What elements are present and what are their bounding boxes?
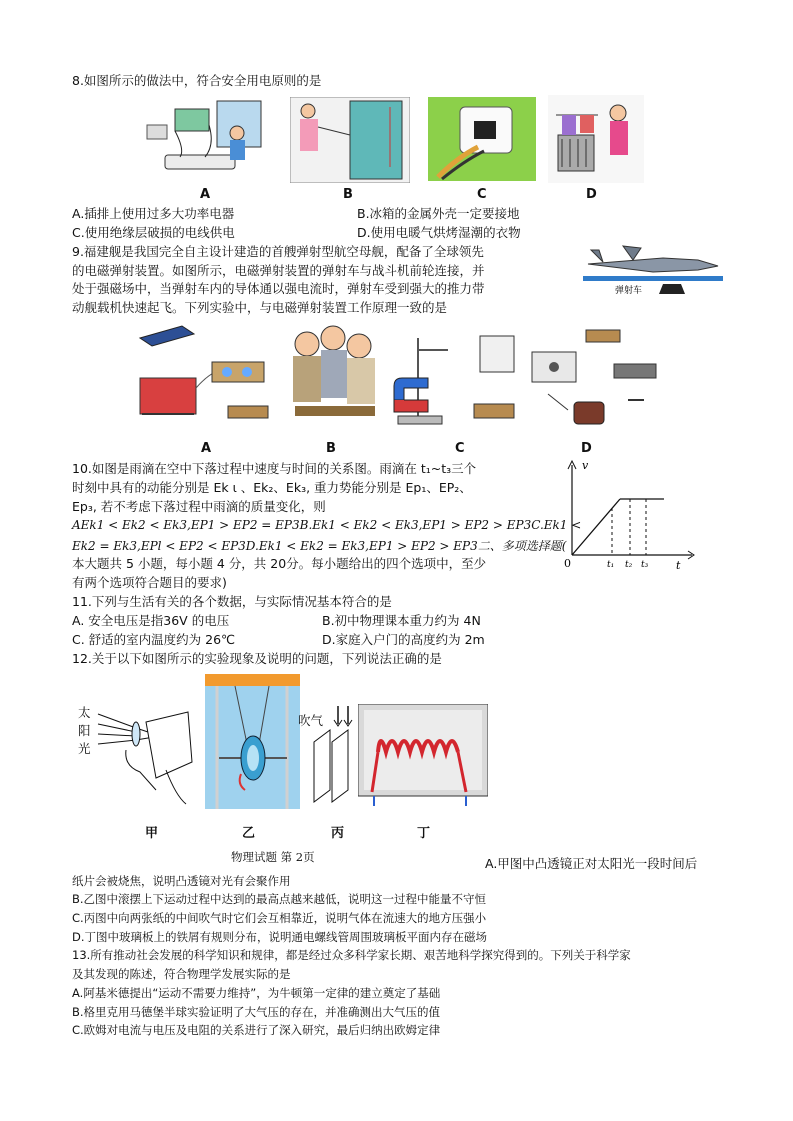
q9-line1: 9.福建舰是我国完全自主设计建造的首艘弹射型航空母舰，配备了全球领先 bbox=[72, 244, 484, 259]
q9-figure-d bbox=[528, 320, 660, 436]
q8-option-c: C.使用绝缘层破损的电线供电 bbox=[72, 225, 235, 240]
q11-stem: 11.下列与生活有关的各个数据，与实际情况基本符合的是 bbox=[72, 594, 392, 609]
q10-graph-tick-t1: t₁ bbox=[607, 560, 615, 570]
q11-option-b: B.初中物理课本重力约为 4N bbox=[322, 613, 481, 628]
q8-option-d: D.使用电暖气烘烤湿潮的衣物 bbox=[357, 225, 521, 240]
q8-figure-b bbox=[290, 97, 410, 183]
q10-math-line2: Ek2 = Ek3,EPl < EP2 < EP3D.Ek1 < Ek2 = Ek3,EP1 > EP2 > EP3二、多项选择题( bbox=[72, 539, 567, 553]
q10-line3: Ep₃, 若不考虑下落过程中雨滴的质量变化，则 bbox=[72, 499, 326, 514]
q9-figure-a bbox=[132, 318, 272, 436]
q9-figure-b bbox=[285, 322, 385, 434]
q8-figure-c bbox=[428, 97, 536, 181]
q9-label-a: A bbox=[201, 441, 212, 456]
q12-figure-bing bbox=[300, 702, 358, 808]
q10-graph-xlabel: t bbox=[676, 559, 681, 572]
q12-sun-char-2: 阳 bbox=[78, 723, 91, 738]
q8-label-a: A bbox=[200, 187, 211, 202]
q13-line1: 13.所有推动社会发展的科学知识和规律，都是经过众多科学家长期、艰苦地科学探究得到的。下列关于科学家 bbox=[72, 948, 631, 962]
q9-label-b: B bbox=[326, 441, 336, 456]
q13-option-c: C.欧姆对电流与电压及电阻的关系进行了深入研究，最后归纳出欧姆定律 bbox=[72, 1023, 441, 1037]
q12-sun-label bbox=[78, 704, 91, 758]
q10-line7: 有两个选项符合题目的要求) bbox=[72, 575, 227, 590]
q10-line6: 本大题共 5 小题，每小题 4 分，共 20分。每小题给出的四个选项中，至少 bbox=[72, 556, 487, 571]
q11-option-d: D.家庭入户门的高度约为 2m bbox=[322, 632, 485, 647]
page-footer: 物理试题 第 2页 bbox=[231, 850, 315, 864]
q8-figure-a bbox=[145, 95, 270, 183]
q10-graph-tick-t3: t₃ bbox=[641, 560, 649, 570]
q8-figure-d bbox=[548, 95, 644, 183]
q10-line2: 时刻中具有的动能分别是 Ek ι 、Ek₂、Ek₃, 重力势能分别是 Ep₁、EP₂、 bbox=[72, 480, 472, 495]
q12-option-b: B.乙图中滚摆上下运动过程中达到的最高点越来越低，说明这一过程中能量不守恒 bbox=[72, 892, 487, 906]
q11-option-c: C. 舒适的室内温度约为 26℃ bbox=[72, 632, 236, 647]
q13-line2: 及其发现的陈述，符合物理学发展实际的是 bbox=[72, 967, 291, 981]
q10-graph-tick-t2: t₂ bbox=[625, 560, 633, 570]
q12-option-d: D.丁图中玻璃板上的铁屑有规则分布，说明通电螺线管周围玻璃板平面内存在磁场 bbox=[72, 930, 488, 944]
q9-label-c: C bbox=[455, 441, 465, 456]
q12-label-bing: 丙 bbox=[331, 826, 345, 841]
q9-figure-c bbox=[388, 330, 518, 436]
q10-line1: 10.如图是雨滴在空中下落过程中速度与时间的关系图。雨滴在 t₁~t₃三个 bbox=[72, 461, 477, 476]
q12-blow-label: 吹气 bbox=[298, 713, 324, 728]
q8-option-a: A.插排上使用过多大功率电器 bbox=[72, 206, 235, 221]
q12-sun-char-1: 太 bbox=[78, 705, 91, 720]
q9-line4: 动舰载机快速起飞。下列实验中，与电磁弹射装置工作原理一致的是 bbox=[72, 300, 448, 315]
q8-label-b: B bbox=[343, 187, 353, 202]
q9-label-d: D bbox=[581, 441, 592, 456]
q12-figure-jia bbox=[96, 700, 196, 810]
q9-line2: 的电磁弹射装置。如图所示，电磁弹射装置的弹射车与战斗机前轮连接，并 bbox=[72, 263, 485, 278]
q10-velocity-time-graph bbox=[560, 455, 700, 575]
q12-option-c: C.丙图中向两张纸的中间吹气时它们会互相靠近，说明气体在流速大的地方压强小 bbox=[72, 911, 487, 925]
q8-stem: 8.如图所示的做法中，符合安全用电原则的是 bbox=[72, 73, 322, 88]
q13-option-a: A.阿基米德提出“运动不需要力维持”，为牛顿第一定律的建立奠定了基础 bbox=[72, 986, 441, 1000]
q12-option-a-head: A.甲图中凸透镜正对太阳光一段时间后 bbox=[485, 856, 698, 871]
q8-label-d: D bbox=[586, 187, 597, 202]
q12-label-yi: 乙 bbox=[242, 826, 256, 841]
q12-figure-yi bbox=[205, 674, 300, 809]
q12-label-jia: 甲 bbox=[145, 826, 159, 841]
q8-option-b: B.冰箱的金属外壳一定要接地 bbox=[357, 206, 520, 221]
q13-option-b: B.格里克用马德堡半球实验证明了大气压的存在，并准确测出大气压的值 bbox=[72, 1005, 441, 1019]
q8-label-c: C bbox=[477, 187, 487, 202]
q9-plane-figure bbox=[583, 240, 723, 300]
q10-graph-origin: 0 bbox=[564, 557, 571, 570]
q11-option-a: A. 安全电压是指36V 的电压 bbox=[72, 613, 230, 628]
q10-math-line1: AEk1 < Ek2 < Ek3,EP1 > EP2 = EP3B.Ek1 < Ek2 < Ek3,EP1 > EP2 > EP3C.Ek1 < bbox=[72, 518, 582, 532]
q12-stem: 12.关于以下如图所示的实验现象及说明的问题，下列说法正确的是 bbox=[72, 651, 442, 666]
q9-line3: 处于强磁场中，当弹射车内的导体通以强电流时，弹射车受到强大的推力带 bbox=[72, 281, 485, 296]
q9-plane-caption: 弹射车 bbox=[615, 286, 643, 296]
q12-option-a-tail: 纸片会被烧焦，说明凸透镜对光有会聚作用 bbox=[72, 874, 291, 888]
q10-graph-ylabel: v bbox=[582, 459, 589, 472]
q12-sun-char-3: 光 bbox=[78, 741, 91, 756]
q12-label-ding: 丁 bbox=[417, 826, 431, 841]
q12-figure-ding bbox=[358, 704, 488, 808]
